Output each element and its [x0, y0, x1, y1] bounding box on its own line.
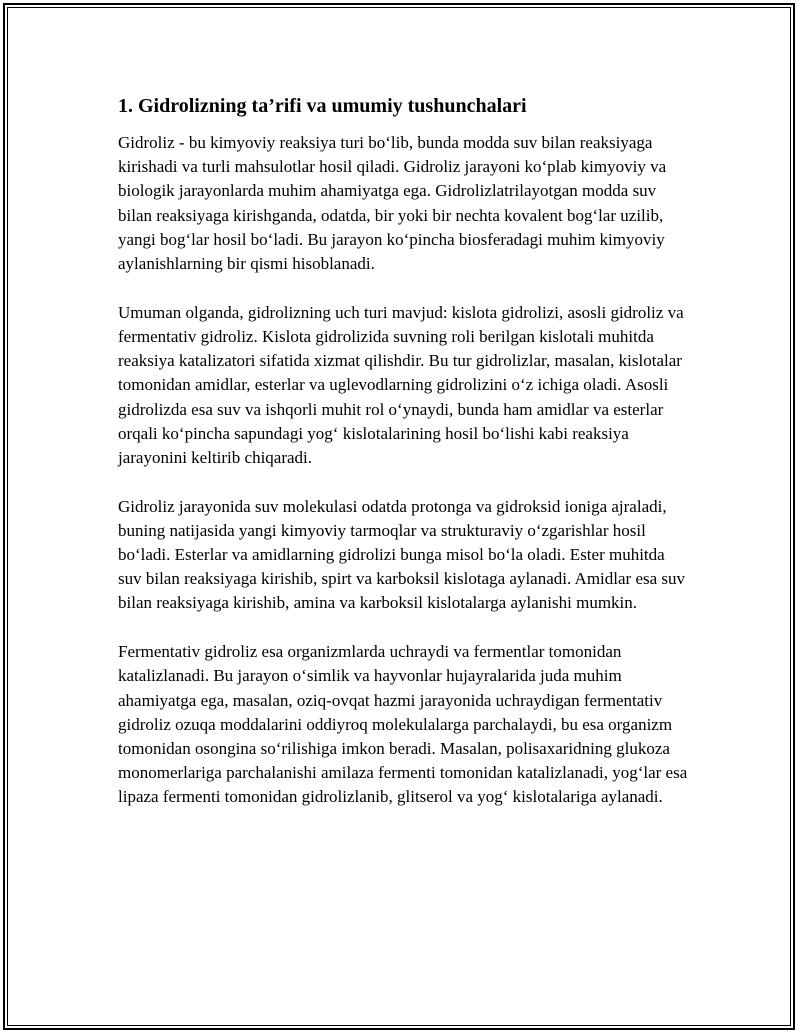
paragraph-enzymatic: Fermentativ gidroliz esa organizmlarda uchraydi va fermentlar tomonidan katalizlanadi. Bu jarayon o‘simlik va hayvonlar hujayralarida juda muhim ahamiyatga ega, masalan, oziq-ovqat hazmi jarayonida uchraydigan fermentativ gidroliz ozuqa moddalarini oddiyroq molekulalarga parchalaydi, bu esa organizm tomonidan osongina so‘rilishiga imkon beradi. Masalan, polisaxaridning glukoza monomerlariga parchalanishi amilaza fermenti tomonidan katalizlanadi, yog‘lar esa lipaza fermenti tomonidan gidrolizlanib, glitserol va yog‘ kislotalariga aylanadi.	[118, 642, 688, 807]
paragraph-definition: Gidroliz - bu kimyoviy reaksiya turi bo‘lib, bunda modda suv bilan reaksiyaga kirishadi va turli mahsulotlar hosil qiladi. Gidroliz jarayoni ko‘plab kimyoviy va biologik jarayonlarda muhim ahamiyatga ega. Gidrolizlatrilayotgan modda suv bilan reaksiyaga kirishganda, odatda, bir yoki bir nechta kovalent bog‘lar uzilib, yangi bog‘lar hosil bo‘ladi. Bu jarayon ko‘pincha biosferadagi muhim kimyoviy aylanishlarning bir qismi hisoblanadi.	[118, 133, 667, 274]
paragraph-types: Umuman olganda, gidrolizning uch turi mavjud: kislota gidrolizi, asosli gidroliz va fermentativ gidroliz. Kislota gidrolizida suvning roli berilgan kislotali muhitda reaksiya katalizatori sifatida xizmat qilishdir. Bu tur gidrolizlar, masalan, kislotalar tomonidan amidlar, esterlar va uglevodlarning gidrolizini o‘z ichiga oladi. Asosli gidrolizda esa suv va ishqorli muhit rol o‘ynaydi, bunda ham amidlar va esterlar orqali ko‘pincha sapundagi yog‘ kislotalarining hosil bo‘lishi kabi reaksiya jarayonini keltirib chiqaradi.	[118, 302, 684, 467]
paragraph-mechanism: Gidroliz jarayonida suv molekulasi odatda protonga va gidroksid ioniga ajraladi, buning natijasida yangi kimyoviy tarmoqlar va strukturaviy o‘zgarishlar hosil bo‘ladi. Esterlar va amidlarning gidrolizi bunga misol bo‘la oladi. Ester muhitda suv bilan reaksiyaga kirishib, spirt va karboksil kislotaga aylanadi. Amidlar esa suv bilan reaksiyaga kirishib, amina va karboksil kislotalarga aylanishi mumkin.	[118, 496, 686, 613]
section-heading: 1. Gidrolizning ta’rifi va umumiy tushunchalari	[118, 95, 527, 117]
document-body	[118, 93, 690, 834]
